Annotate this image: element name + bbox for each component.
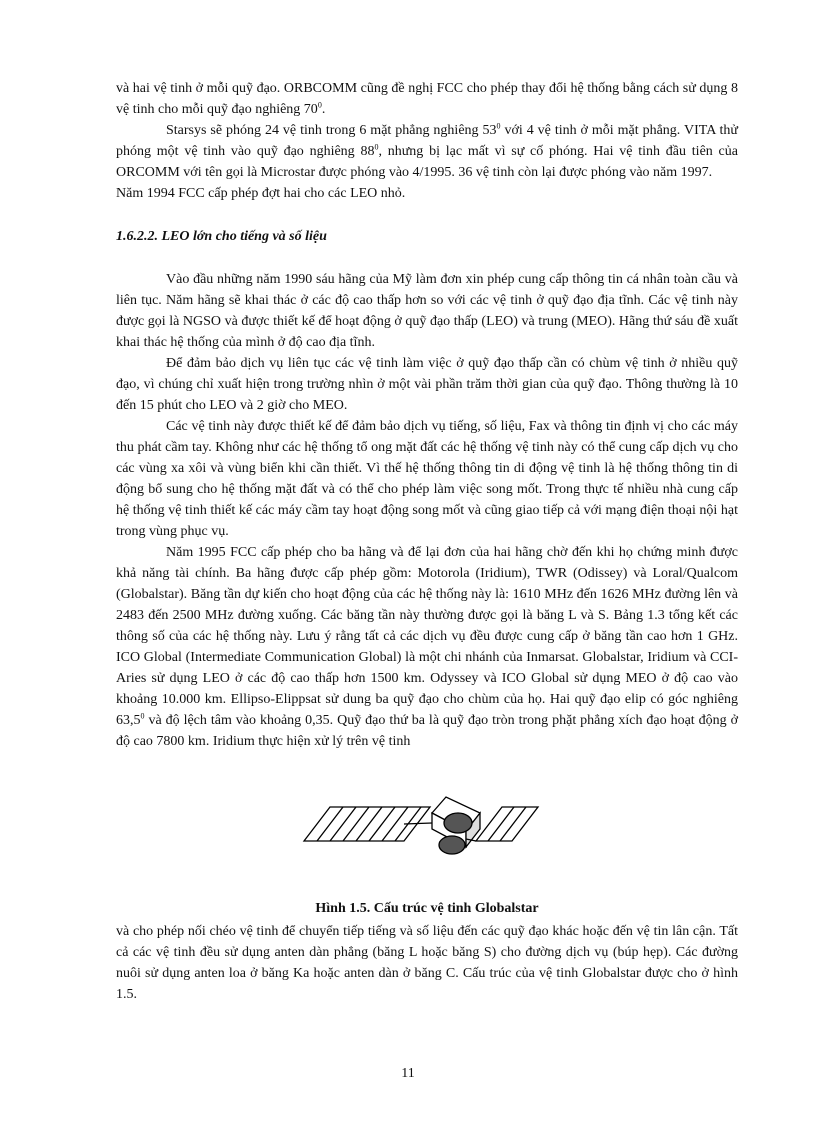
satellite-figure [300, 793, 540, 873]
paragraph-fcc-1995: Năm 1995 FCC cấp phép cho ba hãng và để lại đơn của hai hãng chờ đến khi họ chứng minh được khả năng tài chính. Ba hãng được cấp phép gồm: Motorola (Iridium), TWR (Odissey) và Loral/Qualcom (Globalstar). Băng tần dự kiến cho hoạt động của các hệ thống này là: 1610 MHz đến 1626 MHz đường lên và 2483 đến 2500 MHz đường xuống. Các băng tần này thường được gọi là băng L và S. Bảng 1.3 tổng kết các thông số của các hệ thống này. Lưu ý rằng tất cả các dịch vụ đều được cung cấp ở băng tần cao hơn 1 GHz. ICO Global (Intermediate Communication Global) là một chi nhánh của Inmarsat. Globalstar, Iridium và CCI-Aries sử dụng LEO ở các độ cao thấp hơn 1500 km. Odyssey và ICO Global sử dụng MEO ở độ cao vào khoảng 10.000 km. Ellipso-Elippsat sử dung ba quỹ đạo cho chùm của họ. Hai quỹ đạo elip có góc nghiêng 63,5$^0$ và độ lệch tâm vào khoảng 0,35. Quỹ đạo thứ ba là quỹ đạo tròn trong phặt phẳng xích đạo hoạt động ở độ cao 7800 km. Iridium thực hiện xử lý trên vệ tinh [116, 545, 738, 749]
page-number: 11 [401, 1066, 415, 1081]
page-body [116, 78, 738, 752]
paragraph-handheld: Các vệ tinh này được thiết kế để đảm bảo dịch vụ tiếng, số liệu, Fax và thông tin định vị cho các máy thu phát cầm tay. Không như các hệ thống tổ ong mặt đất các hệ thống vệ tinh này có thể cung cấp dịch vụ cho các vùng xa xôi và vùng biển khi cần thiết. Vì thế hệ thống thông tin di động vệ tinh là hệ thống thông tin di động bổ sung cho hệ thống mặt đất và có thể cho phép làm việc song mốt. Trong thực tế nhiều nhà cung cấp hệ thống vệ tinh thiết kế các máy cầm tay hoạt động song mốt và cũng giao tiếp cả với mạng điện thoại nội hạt trong vùng phục vụ. [116, 419, 738, 539]
paragraph-starsys: Starsys sẽ phóng 24 vệ tinh trong 6 mặt phẳng nghiêng $53^0$ với 4 vệ tinh ở mỗi mặt phẳng. VITA thử phóng một vệ tinh vào quỹ đạo nghiêng $88^0$, nhưng bị lạc mất vì sự cố phóng. Hai vệ tinh đầu tiên của ORCOMM với tên gọi là Microstar được phóng vào 4/1995. 36 vệ tinh còn lại được phóng vào năm 1997. [116, 121, 738, 180]
paragraph-fcc-1994: Năm 1994 FCC cấp phép đợt hai cho các LEO nhỏ. [116, 186, 406, 201]
paragraph-continuous-service: Để đảm bảo dịch vụ liên tục các vệ tinh làm việc ở quỹ đạo thấp cần có chùm vệ tinh ở nhiều quỹ đạo, vì chúng chỉ xuất hiện trong trường nhìn ở một vài phần trăm thời gian của quỹ đạo. Thông thường là 10 đến 15 phút cho LEO và 2 giờ cho MEO. [116, 356, 738, 413]
paragraph-intro-1990: Vào đầu những năm 1990 sáu hãng của Mỹ làm đơn xin phép cung cấp thông tin cá nhân toàn cầu và liên tục. Năm hãng sẽ khai thác ở các độ cao thấp hơn so với các vệ tinh ở quỹ đạo địa tĩnh. Các vệ tinh này được gọi là NGSO và được thiết kế để hoạt động ở quỹ đạo thấp (LEO) và trung (MEO). Hãng thứ sáu đề xuất khai thác hệ thống của mình ở độ cao địa tĩnh. [116, 272, 738, 350]
section-heading: 1.6.2.2. LEO lớn cho tiếng và số liệu [116, 229, 327, 244]
paragraph-orbcomm: và hai vệ tinh ở mỗi quỹ đạo. ORBCOMM cũng đề nghị FCC cho phép thay đổi hệ thống bằng cách sử dụng 8 vệ tinh cho mỗi quỹ đạo nghiêng $70^0$. [116, 81, 738, 117]
page-body-continued [116, 921, 738, 1005]
paragraph-cross-link: và cho phép nối chéo vệ tinh để chuyển tiếp tiếng và số liệu đến các quỹ đạo khác hoặc đến vệ tin lân cận. Tất cả các vệ tinh đều sử dụng anten dàn phẳng (băng L hoặc băng S) cho đường dịch vụ (búp hẹp). Các đường nuôi sử dụng anten loa ở băng Ka hoặc anten dàn ở băng C. Cấu trúc của vệ tinh Globalstar được cho ở hình 1.5. [116, 924, 738, 1002]
globalstar-satellite-icon [300, 793, 540, 873]
figure-caption: Hình 1.5. Cấu trúc vệ tinh Globalstar [315, 901, 539, 916]
